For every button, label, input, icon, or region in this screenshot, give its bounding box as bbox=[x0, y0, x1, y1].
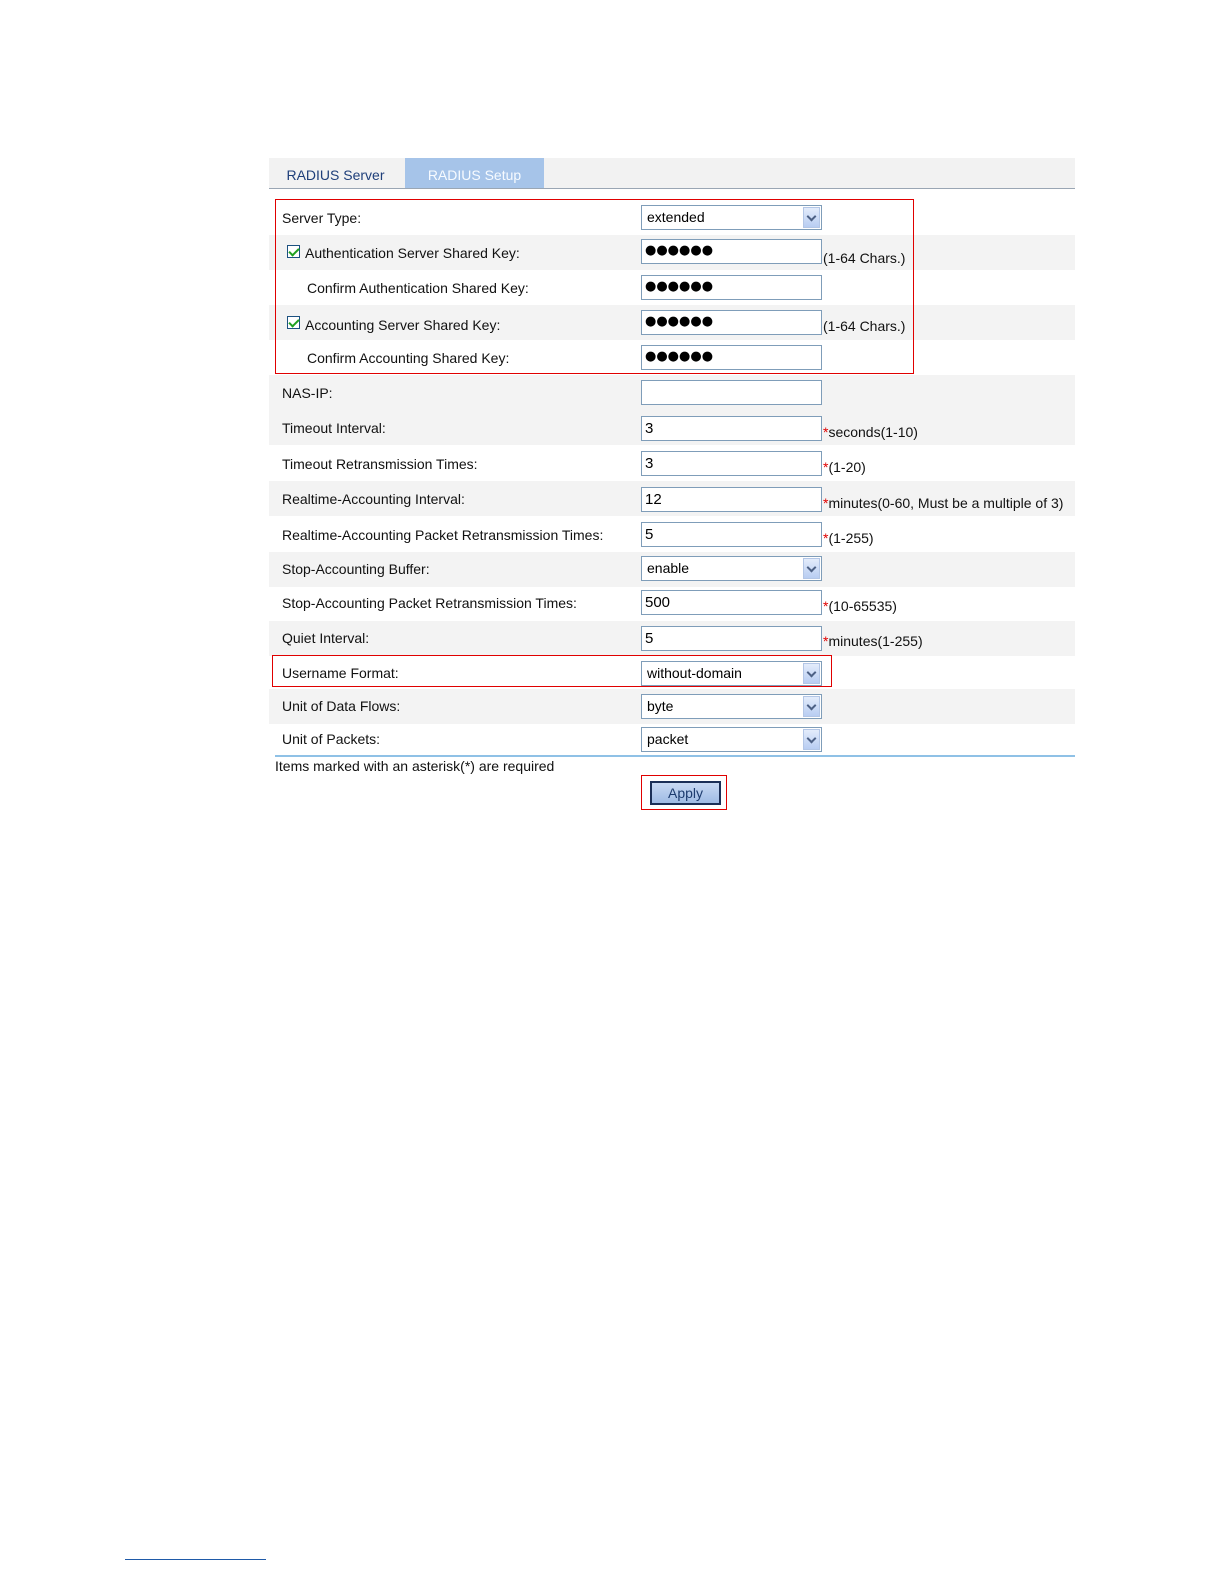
confirm-auth-key-label: Confirm Authentication Shared Key: bbox=[307, 280, 529, 296]
realtime-retrans-label: Realtime-Accounting Packet Retransmission Times: bbox=[282, 527, 604, 543]
stop-buffer-value: enable bbox=[647, 560, 690, 576]
row-timeout-retrans bbox=[269, 446, 1075, 481]
quiet-interval-range: minutes(1-255) bbox=[828, 633, 923, 649]
username-format-label: Username Format: bbox=[282, 665, 399, 681]
apply-button[interactable]: Apply bbox=[650, 781, 721, 805]
tab-radius-setup[interactable]: RADIUS Setup bbox=[405, 158, 544, 188]
required-note: Items marked with an asterisk(*) are required bbox=[275, 758, 555, 774]
auth-key-label: Authentication Server Shared Key: bbox=[305, 245, 520, 261]
row-nas-ip bbox=[269, 375, 1075, 410]
row-unit-data-flows bbox=[269, 689, 1075, 724]
tab-bar bbox=[269, 158, 1075, 189]
row-realtime-interval bbox=[269, 481, 1075, 516]
stop-retrans-hint bbox=[823, 598, 897, 614]
server-type-value: extended bbox=[647, 209, 705, 225]
acct-key-input[interactable]: ●●●●●● bbox=[641, 310, 822, 335]
timeout-retrans-range: (1-20) bbox=[828, 459, 866, 475]
acct-key-label: Accounting Server Shared Key: bbox=[305, 317, 501, 333]
realtime-retrans-input[interactable]: 5 bbox=[641, 522, 822, 547]
row-auth-key bbox=[269, 235, 1075, 270]
row-unit-packets bbox=[269, 722, 1075, 757]
required-star: * bbox=[823, 633, 829, 649]
required-star: * bbox=[823, 598, 829, 614]
stop-buffer-select[interactable] bbox=[641, 556, 822, 581]
confirm-auth-key-input[interactable]: ●●●●●● bbox=[641, 275, 822, 300]
quiet-interval-hint bbox=[823, 633, 923, 649]
stop-retrans-range: (10-65535) bbox=[828, 598, 897, 614]
timeout-interval-range: seconds(1-10) bbox=[828, 424, 918, 440]
row-stop-buffer bbox=[269, 552, 1075, 587]
row-confirm-acct-key bbox=[269, 340, 1075, 375]
stop-retrans-label: Stop-Accounting Packet Retransmission Times: bbox=[282, 595, 577, 611]
stop-buffer-label: Stop-Accounting Buffer: bbox=[282, 561, 430, 577]
unit-packets-select[interactable] bbox=[641, 727, 822, 752]
chevron-down-icon[interactable] bbox=[803, 663, 820, 684]
server-type-select[interactable] bbox=[641, 205, 822, 230]
timeout-interval-hint bbox=[823, 424, 918, 440]
form-divider bbox=[275, 755, 1075, 757]
unit-packets-label: Unit of Packets: bbox=[282, 731, 381, 747]
username-format-select[interactable] bbox=[641, 661, 822, 686]
nas-ip-input[interactable] bbox=[641, 380, 822, 405]
unit-data-flows-value: byte bbox=[647, 698, 674, 714]
footnote-rule bbox=[125, 1559, 266, 1560]
server-type-label: Server Type: bbox=[282, 210, 362, 226]
row-realtime-retrans bbox=[269, 517, 1075, 552]
nas-ip-label: NAS-IP: bbox=[282, 385, 333, 401]
auth-key-input[interactable]: ●●●●●● bbox=[641, 239, 822, 264]
unit-packets-value: packet bbox=[647, 731, 689, 747]
realtime-retrans-range: (1-255) bbox=[828, 530, 874, 546]
chevron-down-icon[interactable] bbox=[803, 729, 820, 750]
realtime-interval-hint bbox=[823, 495, 1063, 511]
row-timeout-interval bbox=[269, 410, 1075, 445]
realtime-interval-input[interactable]: 12 bbox=[641, 487, 822, 512]
timeout-retrans-label: Timeout Retransmission Times: bbox=[282, 456, 478, 472]
realtime-interval-label: Realtime-Accounting Interval: bbox=[282, 491, 465, 507]
timeout-interval-label: Timeout Interval: bbox=[282, 420, 386, 436]
acct-key-checkbox[interactable] bbox=[287, 316, 300, 329]
row-confirm-auth-key bbox=[269, 270, 1075, 305]
chevron-down-icon[interactable] bbox=[803, 207, 820, 228]
quiet-interval-input[interactable]: 5 bbox=[641, 626, 822, 651]
username-format-value: without-domain bbox=[647, 665, 742, 681]
acct-key-hint: (1-64 Chars.) bbox=[823, 318, 906, 334]
quiet-interval-label: Quiet Interval: bbox=[282, 630, 370, 646]
stop-retrans-input[interactable]: 500 bbox=[641, 590, 822, 615]
unit-data-flows-select[interactable] bbox=[641, 694, 822, 719]
chevron-down-icon[interactable] bbox=[803, 696, 820, 717]
confirm-acct-key-input[interactable]: ●●●●●● bbox=[641, 345, 822, 370]
realtime-interval-range: minutes(0-60, Must be a multiple of 3) bbox=[828, 495, 1064, 511]
row-acct-key bbox=[269, 305, 1075, 340]
timeout-interval-input[interactable]: 3 bbox=[641, 416, 822, 441]
row-server-type bbox=[269, 200, 1075, 235]
tab-radius-server[interactable]: RADIUS Server bbox=[286, 167, 385, 183]
timeout-retrans-input[interactable]: 3 bbox=[641, 451, 822, 476]
unit-data-flows-label: Unit of Data Flows: bbox=[282, 698, 401, 714]
auth-key-hint: (1-64 Chars.) bbox=[823, 250, 906, 266]
required-star: * bbox=[823, 495, 829, 511]
confirm-acct-key-label: Confirm Accounting Shared Key: bbox=[307, 350, 510, 366]
row-stop-retrans bbox=[269, 586, 1075, 621]
timeout-retrans-hint bbox=[823, 459, 866, 475]
auth-key-checkbox[interactable] bbox=[287, 245, 300, 258]
required-star: * bbox=[823, 459, 829, 475]
row-quiet-interval bbox=[269, 621, 1075, 656]
chevron-down-icon[interactable] bbox=[803, 558, 820, 579]
realtime-retrans-hint bbox=[823, 530, 874, 546]
required-star: * bbox=[823, 424, 829, 440]
row-username-format bbox=[269, 656, 1075, 691]
required-star: * bbox=[823, 530, 829, 546]
